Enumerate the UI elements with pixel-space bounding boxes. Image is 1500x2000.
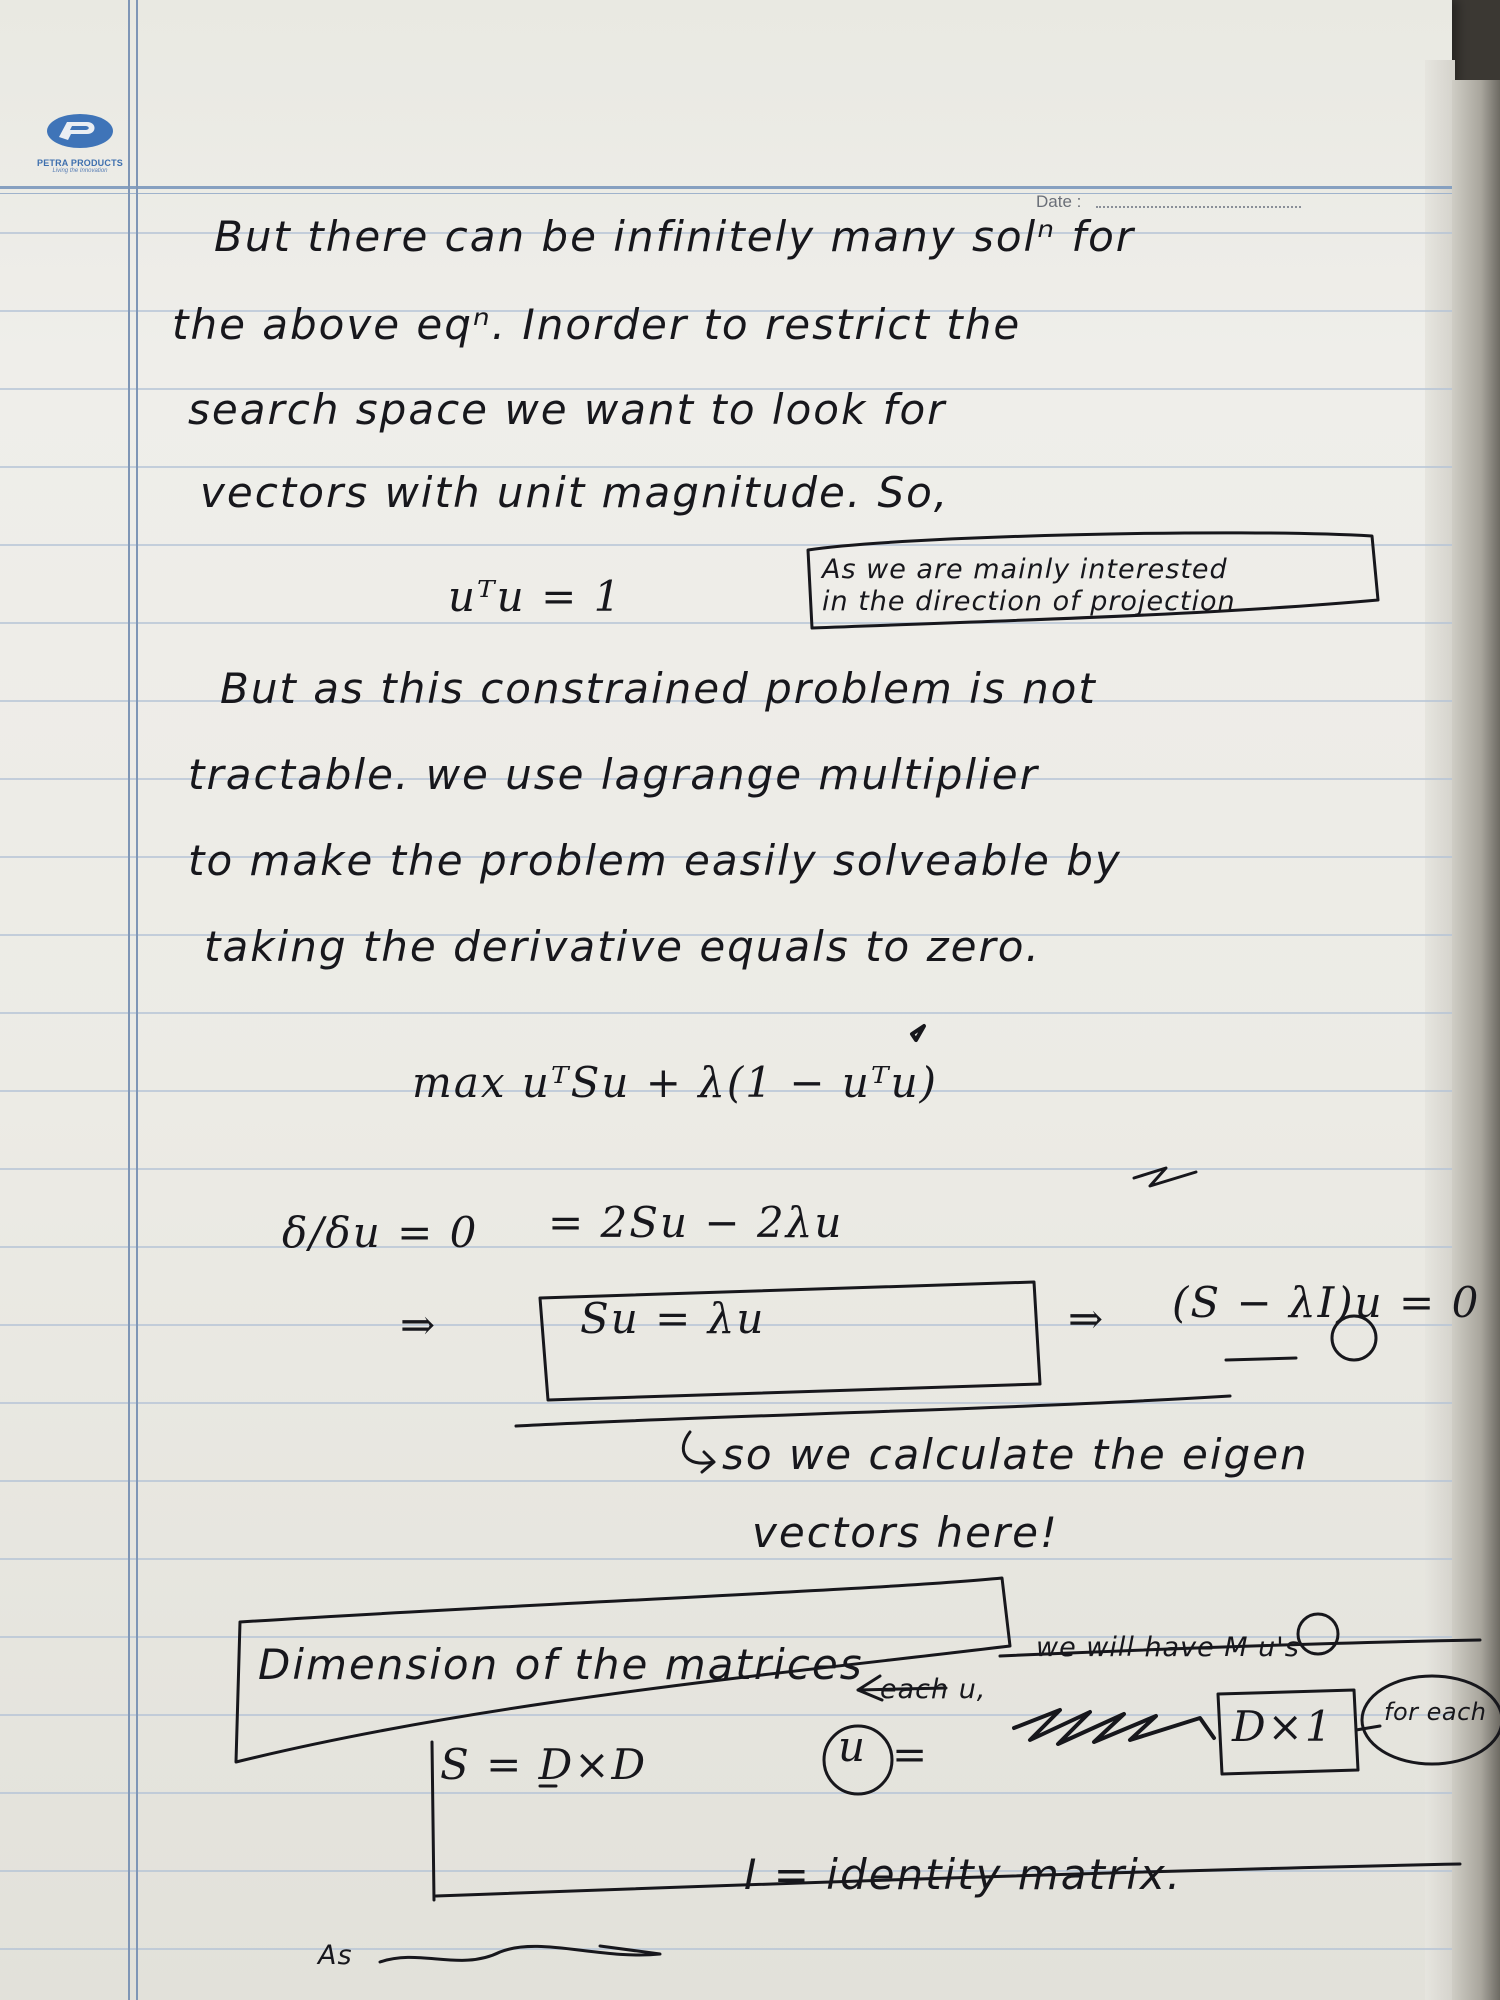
s-dimension: S = D×D [440, 1740, 648, 1789]
dimension-bracket-top [1000, 1640, 1480, 1656]
note-line-8: taking the derivative equals to zero. [204, 922, 1041, 971]
footer-scribble-stroke [380, 1946, 660, 1962]
eigen-equation-boxed: Su = λu [580, 1294, 766, 1343]
brand-name: PETRA PRODUCTS [37, 158, 123, 168]
for-each-arrow [1356, 1726, 1380, 1730]
aside-note-line-1: As we are mainly interested [822, 554, 1228, 585]
scribble-out [1014, 1710, 1214, 1744]
identity-circle [1332, 1316, 1376, 1360]
note-line-6: tractable. we use lagrange multiplier [188, 750, 1039, 799]
each-u-note: each u, [880, 1674, 987, 1705]
dimension-bracket-left [432, 1742, 434, 1900]
u-circle [824, 1726, 892, 1794]
for-each-circle [1362, 1676, 1500, 1764]
note-line-7: to make the problem easily solveable by [188, 836, 1122, 885]
note-line-3: search space we want to look for [188, 385, 947, 434]
derivative-rhs: = 2Su − 2λu [548, 1198, 844, 1247]
lagrangian-objective: max uᵀSu + λ(1 − uᵀu) [412, 1058, 939, 1107]
scribble-out [1134, 1168, 1196, 1186]
dimension-bracket-bottom [436, 1864, 1460, 1896]
dimension-heading: Dimension of the matrices [258, 1640, 864, 1689]
arrow-note-line-2: vectors here! [752, 1508, 1059, 1557]
footer-scribble: As [318, 1940, 353, 1971]
for-each-note: for each [1384, 1698, 1487, 1726]
note-line-2: the above eqⁿ. Inorder to restrict the [172, 300, 1022, 349]
aside-note-line-2: in the direction of projection [822, 586, 1236, 617]
note-line-5: But as this constrained problem is not [220, 664, 1097, 713]
scribble-out [912, 1026, 924, 1040]
dimension-box [236, 1578, 1010, 1762]
eigen-equation-box [540, 1282, 1040, 1400]
unit-constraint-equation: uᵀu = 1 [448, 572, 623, 621]
eigen-underline [516, 1396, 1230, 1426]
note-line-1: But there can be infinitely many solⁿ for [214, 212, 1136, 261]
date-label: Date : [1036, 192, 1082, 211]
identity-underline [1226, 1358, 1296, 1360]
arrow-note-line-1: so we calculate the eigen [722, 1430, 1309, 1479]
u-equals: = [892, 1730, 930, 1779]
note-line-4: vectors with unit magnitude. So, [200, 468, 950, 517]
u-dimension-box [1218, 1690, 1358, 1774]
aside-note-box [808, 533, 1378, 628]
brand-tagline: Living the Innovation [52, 168, 108, 174]
each-u-arrow [858, 1676, 946, 1700]
derivative-lhs: δ/δu = 0 [282, 1208, 479, 1257]
identity-note: I = identity matrix. [744, 1850, 1183, 1899]
u-symbol: u [838, 1722, 868, 1771]
m-circle [1298, 1614, 1338, 1654]
implies-arrow-1: ⇒ [400, 1300, 438, 1349]
eigen-note-arrow [683, 1432, 714, 1472]
u-dimension: D×1 [1232, 1702, 1334, 1751]
implies-arrow-2: ⇒ [1068, 1294, 1106, 1343]
m-vectors-note: we will have M u's [1036, 1632, 1300, 1663]
eigen-equation-alt: (S − λI)u = 0 [1172, 1278, 1481, 1327]
